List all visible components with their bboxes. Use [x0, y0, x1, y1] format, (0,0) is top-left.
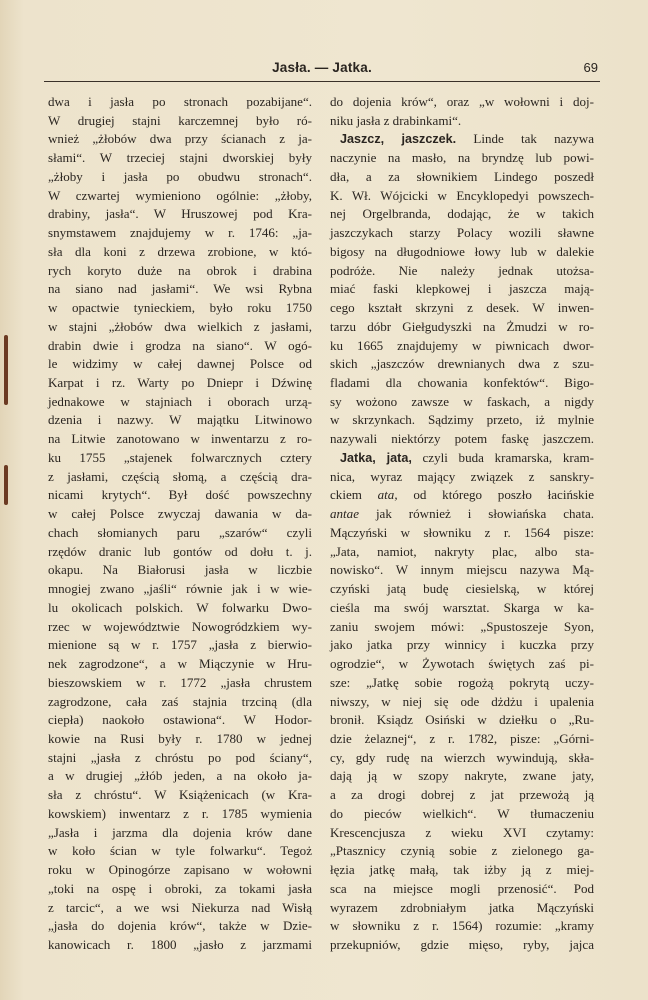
text-line: Krescencjusza z wieku XVI czytamy: — [330, 824, 594, 840]
text-line: ciepła) naokoło ostawiona“. W Hodor- — [48, 712, 312, 728]
text-line: naczynie na masło, na bryndzę lub powi- — [330, 150, 594, 166]
text-line: ckiem ata, od którego poszło łacińskie — [330, 487, 594, 503]
text-line: zagrodzone, cała zaś stajnia trzciną (dla — [48, 693, 312, 709]
text-line: kowie na Rusi były r. 1780 w jednej — [48, 730, 312, 746]
text-line: lu okolicach polskich. W folwarku Dwo- — [48, 599, 312, 615]
text-line: dzie żelaznej“, z r. 1782, pisze: „Górni- — [330, 730, 594, 746]
text-line: cego kształt skrzyni z desek. W inwen- — [330, 300, 594, 316]
text-line: roku w Opinogórze zapisano w wołowni — [48, 862, 312, 878]
text-line: czyński jatą budę ciesielską, w której — [330, 581, 594, 597]
text-line: snymstawem znajdujemy w r. 1746: „ja- — [48, 225, 312, 241]
text-line: Karpat i rz. Warty po Dniepr i Dźwinę — [48, 375, 312, 391]
text-line: miać faski klepkowej i jaszcza mają- — [330, 281, 594, 297]
text-line: Mączyński w słowniku z r. 1564 pisze: — [330, 524, 594, 540]
text-line: z jasłami, częścią słomą, a częścią dra- — [48, 468, 312, 484]
text-line: kanowicach r. 1800 „jasło z jarzmami — [48, 937, 312, 953]
text-line: przekupniów, gdzie mięso, ryby, jajca — [330, 937, 594, 953]
text-line: słami“. W trzeciej stajni dworskiej były — [48, 150, 312, 166]
text-line: z tarcic“, a we wsi Niekurza nad Wisłą — [48, 899, 312, 915]
text-line: tarzu dóbr Giełgudyszki na Żmudzi w ro- — [330, 318, 594, 334]
text-line: drabiny, jasła“. W Hruszowej pod Kra- — [48, 206, 312, 222]
text-line: sła z chróstu“. W Książenicach (w Kra- — [48, 787, 312, 803]
text-line: dwa i jasła po stronach pozabijane“. — [48, 94, 312, 109]
text-line: łęzia jatkę małą, tak iżby ją z miej- — [330, 862, 594, 878]
text-line: W drugiej stajni karczemnej było ró- — [48, 112, 312, 128]
text-line: jaszczykach starzy Polacy wozili sławne — [330, 225, 594, 241]
text-line: kowskiem) inwentarz z r. 1785 wymienia — [48, 805, 312, 821]
text-line: w skrzynkach. Sądzimy przeto, iż mylnie — [330, 412, 594, 428]
text-line: ku 1755 „stajenek folwarcznych cztery — [48, 449, 312, 465]
text-line: rzędów dranic lub gontów od dołu t. j. — [48, 543, 312, 559]
text-line: nej Orgelbranda, dodając, że w takich — [330, 206, 594, 222]
text-line: cy, gdy rudę na wierzch wywindują, skła- — [330, 749, 594, 765]
text-line: „Ptasznicy czynią sobie z zielonego ga- — [330, 843, 594, 859]
text-line: zaniu swojem mówi: „Spustoszeje Syon, — [330, 618, 594, 634]
text-line: jednakowe w stajniach i oborach urzą- — [48, 393, 312, 409]
text-line: do pieców wielkich“. W tłumaczeniu — [330, 805, 594, 821]
headword-jaszcz: Jaszcz, jaszczek. — [340, 132, 457, 147]
text-line: „Jasła i jarzma dla dojenia krów dane — [48, 824, 312, 840]
text-line: rych koryto duże na obrok i drabina — [48, 262, 312, 278]
text-line: nek zagrodzone“, a w Miączynie w Hru- — [48, 656, 312, 672]
running-header — [44, 60, 600, 80]
text-line: „Jata, namiot, nakryty plac, albo sta- — [330, 543, 594, 559]
text-line: rzec w województwie Nowogródzkiem wy- — [48, 618, 312, 634]
text-line: „jasła do dojenia krów“, także w Dzie- — [48, 918, 312, 934]
text-line: na siano nad jasłami“. We wsi Rybna — [48, 281, 312, 297]
text-line: w stajni „żłobów dwa wielkich z jasłami, — [48, 318, 312, 334]
text-line: okapu. Na Białorusi jasła w liczbie — [48, 562, 312, 578]
text-line: ku 1665 znajdujemy w piwnicach dwor- — [330, 337, 594, 353]
text-line: bigosy na długodniowe łowy lub w dalekie — [330, 243, 594, 259]
left-column — [48, 93, 312, 955]
text-line: antae jak również i słowiańska chata. — [330, 506, 594, 522]
entry-jaszcz-first-line: Jaszcz, jaszczek. Linde tak nazywa — [340, 131, 594, 147]
text-line: „toki na ospę i obroki, za tokami jasła — [48, 880, 312, 896]
text-line: bieszowskiem w r. 1772 „jasła chrustem — [48, 674, 312, 690]
text-line: wyrazem zdrobniałym jatka Mączyński — [330, 899, 594, 915]
text-line: bronił. Ksiądz Osiński w dziełku o „Ru- — [330, 712, 594, 728]
page-number: 69 — [583, 60, 598, 75]
entry-jaszcz-body — [330, 149, 594, 449]
text-line: nica, wyraz mający związek z sanskry- — [330, 468, 594, 484]
text-line: mnogiej zwano „jaśli“ równie jak i w wie- — [48, 581, 312, 597]
header-rule — [44, 81, 600, 82]
text-line: w koło ścian w tyle folwarku“. Tegoż — [48, 843, 312, 859]
text-line: a za drogi dobrej z jat przewożą ją — [330, 787, 594, 803]
italic-term: antae — [330, 506, 359, 522]
text-line: nowisko“. W innym miejscu nazywa Mą- — [330, 562, 594, 578]
binding-mark — [4, 465, 8, 505]
text-line: dła, a za słownikiem Lindego poszedł — [330, 168, 594, 184]
text-line: wnież „żłobów dwa przy ścianach z ja- — [48, 131, 312, 147]
text-line: do dojenia krów“, oraz „w wołowni i doj- — [330, 94, 594, 109]
running-title: Jasła. — Jatka. — [272, 60, 372, 75]
text-line: niku jasła z drabinkami“. — [330, 112, 462, 128]
text-line: dzenia i nazwy. W majątku Litwinowo — [48, 412, 312, 428]
text-line: cieśla ma swój warsztat. Skarga w ka- — [330, 599, 594, 615]
text-line: nicami krytych“. Był dość powszechny — [48, 487, 312, 503]
text-line: sy wożono zawsze w faskach, a nigdy — [330, 393, 594, 409]
text-line: w całej Polsce zwyczaj dawania w da- — [48, 506, 312, 522]
text-line: na Litwie zanotowano w inwentarzu z ro- — [48, 431, 312, 447]
text-line: skich „jaszczów drewnianych dwa z szu- — [330, 356, 594, 372]
entry-jatka-first-line: Jatka, jata, czyli buda kramarska, kram- — [340, 449, 595, 465]
text-line: drabin dwie i grodza na siano“. W ogó- — [48, 337, 312, 353]
text-line: sła dla koni z drzewa zrobione, w któ- — [48, 243, 312, 259]
entry-jatka-body — [330, 524, 594, 955]
text-line: jako jatka przy winnicy i kuczka przy — [330, 637, 594, 653]
text-line: „żłoby i jasła po obudwu stronach“. — [48, 168, 312, 184]
text-line: ogrodzie“, w Żywotach świętych zaś pi- — [330, 656, 594, 672]
text-line: stajni „jasła z chróstu po pod ściany“, — [48, 749, 312, 765]
text-line: mienione są w r. 1757 „jasła z bierwio- — [48, 637, 312, 653]
text-line: fladami dla chowania konfektów“. Bigo- — [330, 375, 594, 391]
right-column — [330, 93, 594, 955]
text-line: w opactwie tynieckiem, było roku 1750 — [48, 300, 312, 316]
binding-mark — [4, 335, 8, 405]
headword-jatka: Jatka, jata, — [340, 450, 412, 465]
text-line: sca na miejsce mogli przenosić“. Pod — [330, 880, 594, 896]
text-line: a w drugiej „żłób jeden, a na około ja- — [48, 768, 312, 784]
text-line: K. Wł. Wójcicki w Encyklopedyi powszech- — [330, 187, 594, 203]
text-line: niwszy, w niej się ode dżdżu i upalenia — [330, 693, 594, 709]
text-line: le widzimy w całej dawnej Polsce od — [48, 356, 312, 372]
italic-term: ata, — [377, 487, 398, 503]
text-line: chach słomianych paru „szarów“ czyli — [48, 524, 312, 540]
text-line: podróże. Nie należy jednak utożsa- — [330, 262, 594, 278]
text-line: nazywali niektórzy potem faskę jaszczem. — [330, 431, 594, 447]
text-line: w słowniku z r. 1564) rozumie: „kramy — [330, 918, 594, 934]
text-line: sze: „Jatkę sobie rogożą pokrytą uczy- — [330, 674, 594, 690]
text-line: W czwartej wymieniono ogólnie: „żłoby, — [48, 187, 312, 203]
text-line: dają ją w szopy nakryte, zwane jaty, — [330, 768, 594, 784]
